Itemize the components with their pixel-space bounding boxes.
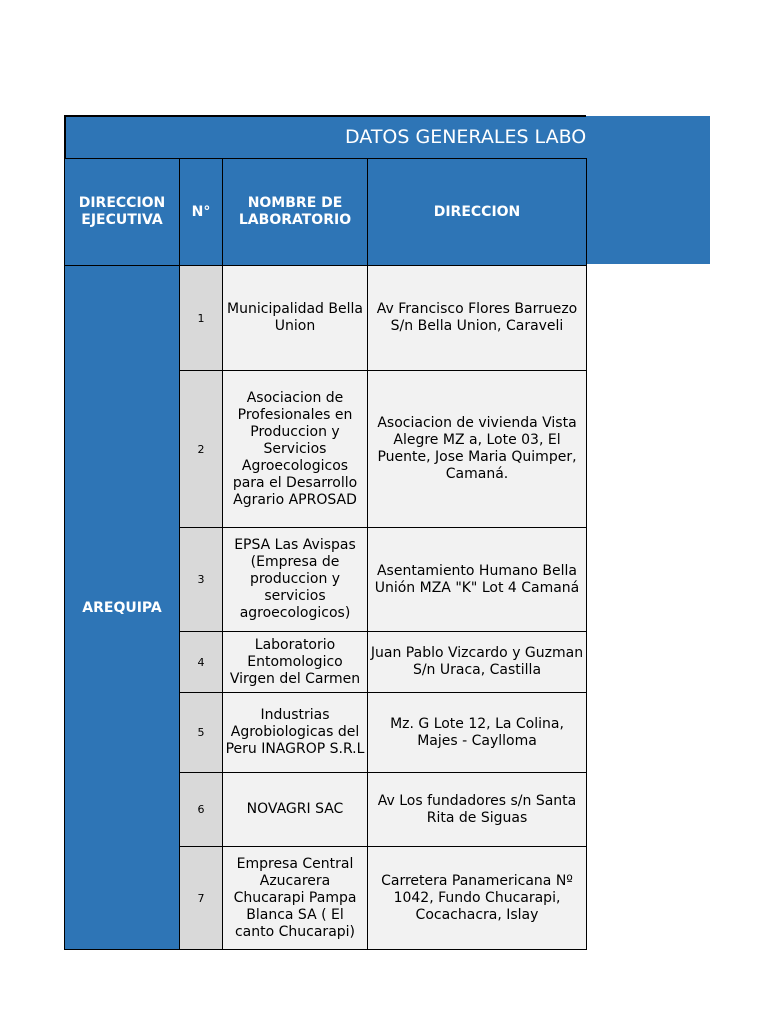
row-number: 4: [180, 632, 223, 693]
row-number: 2: [180, 371, 223, 528]
row-number: 6: [180, 773, 223, 847]
row-number: 5: [180, 693, 223, 773]
row-number: 3: [180, 528, 223, 632]
table-row: [65, 266, 587, 371]
lab-address: Asentamiento Humano Bella Unión MZA "K" Lot 4 Camaná: [368, 528, 587, 632]
lab-address: Juan Pablo Vizcardo y Guzman S/n Uraca, Castilla: [368, 632, 587, 693]
header-number: N°: [180, 159, 223, 266]
row-number: 1: [180, 266, 223, 371]
laboratory-table: [64, 158, 587, 950]
header-extension: [586, 158, 710, 264]
header-region: DIRECCION EJECUTIVA: [65, 159, 180, 266]
header-row: [65, 159, 587, 266]
sheet-title: DATOS GENERALES LABO: [345, 126, 586, 148]
header-address: DIRECCION: [368, 159, 587, 266]
lab-address: Carretera Panamericana Nº 1042, Fundo Chucarapi, Cocachacra, Islay: [368, 847, 587, 950]
lab-address: Av Los fundadores s/n Santa Rita de Siguas: [368, 773, 587, 847]
row-number: 7: [180, 847, 223, 950]
lab-name: Municipalidad Bella Union: [223, 266, 368, 371]
lab-address: Asociacion de vivienda Vista Alegre MZ a, Lote 03, El Puente, Jose Maria Quimper, Camaná.: [368, 371, 587, 528]
lab-name: Empresa Central Azucarera Chucarapi Pampa Blanca SA ( El canto Chucarapi): [223, 847, 368, 950]
lab-name: Industrias Agrobiologicas del Peru INAGROP S.R.L: [223, 693, 368, 773]
lab-name: Asociacion de Profesionales en Produccion y Servicios Agroecologicos para el Desarrollo Agrario APROSAD: [223, 371, 368, 528]
lab-address: Mz. G Lote 12, La Colina, Majes - Caylloma: [368, 693, 587, 773]
lab-name: NOVAGRI SAC: [223, 773, 368, 847]
lab-name: Laboratorio Entomologico Virgen del Carmen: [223, 632, 368, 693]
header-name: NOMBRE DE LABORATORIO: [223, 159, 368, 266]
region-cell: AREQUIPA: [65, 266, 180, 950]
lab-address: Av Francisco Flores Barruezo S/n Bella Union, Caraveli: [368, 266, 587, 371]
lab-name: EPSA Las Avispas (Empresa de produccion y servicios agroecologicos): [223, 528, 368, 632]
